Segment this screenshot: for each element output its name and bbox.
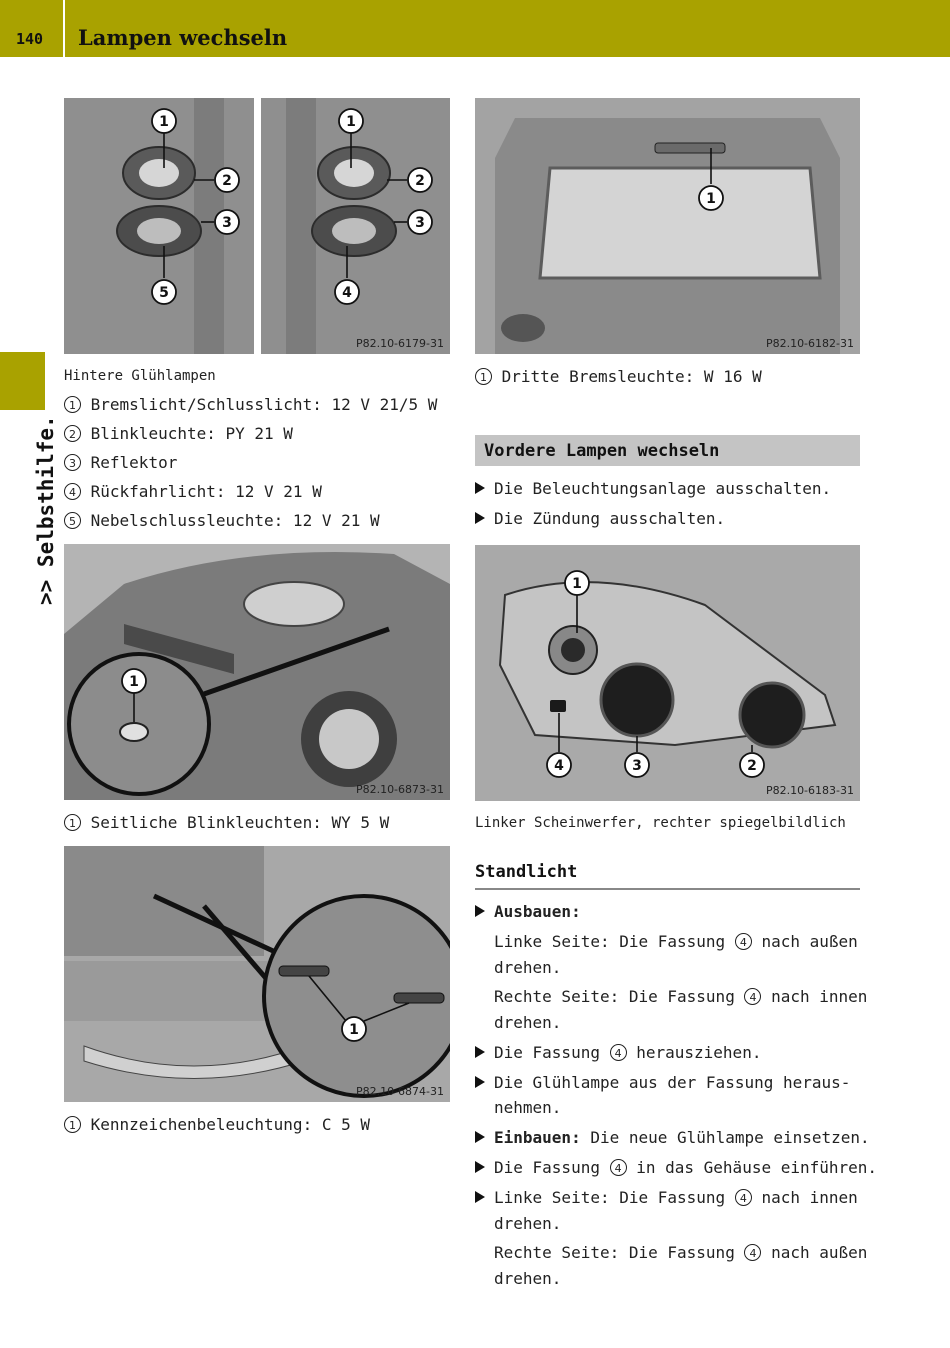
rear-lamps-illustration bbox=[64, 98, 450, 354]
callout-number: 5 bbox=[64, 512, 81, 529]
rear-item-2: 2 Blinkleuchte: PY 21 W bbox=[64, 424, 293, 443]
rear-marker: 4 bbox=[342, 285, 352, 301]
step-text: Die Zündung ausschalten. bbox=[494, 509, 726, 528]
step-bullet-icon bbox=[475, 905, 485, 917]
figure-code: P82.10-6182-31 bbox=[765, 337, 854, 350]
figure-code: P82.10-6873-31 bbox=[355, 783, 444, 796]
callout-number: 4 bbox=[744, 1244, 761, 1261]
rear-marker: 1 bbox=[346, 114, 356, 130]
side-marker: 1 bbox=[129, 674, 139, 690]
rear-marker: 3 bbox=[415, 215, 425, 231]
side-blinker-item: 1 Seitliche Blinkleuchten: WY 5 W bbox=[64, 813, 389, 832]
header-divider bbox=[63, 0, 65, 57]
figure-brake-light bbox=[475, 98, 860, 354]
step-bullet-icon bbox=[475, 1161, 485, 1173]
remove-label: Ausbauen: bbox=[494, 902, 581, 921]
remove-right-cont: drehen. bbox=[494, 1013, 562, 1032]
step-bullet-icon bbox=[475, 512, 485, 524]
plate-light-illustration bbox=[64, 846, 450, 1102]
figure-code: P82.10-6183-31 bbox=[765, 784, 854, 797]
bulb-step-cont: nehmen. bbox=[494, 1098, 562, 1117]
step-bullet-icon bbox=[475, 1131, 485, 1143]
figure-side-blinker bbox=[64, 544, 450, 800]
headlamp-caption: Linker Scheinwerfer, rechter spiegelbildlich bbox=[475, 815, 846, 831]
remove-right-text: Rechte Seite: Die Fassung 4 nach innen bbox=[494, 987, 868, 1006]
pull-step: Die Fassung 4 herausziehen. bbox=[494, 1043, 762, 1062]
install-left-text: Linke Seite: Die Fassung 4 nach innen bbox=[494, 1188, 858, 1207]
step-text: Die Beleuchtungsanlage ausschalten. bbox=[494, 479, 832, 498]
install-right-text: Rechte Seite: Die Fassung 4 nach außen bbox=[494, 1243, 868, 1262]
remove-left-text: Linke Seite: Die Fassung 4 nach außen bbox=[494, 932, 858, 951]
callout-number: 4 bbox=[64, 483, 81, 500]
rear-marker: 1 bbox=[159, 114, 169, 130]
remove-left-cont: drehen. bbox=[494, 958, 562, 977]
callout-number: 1 bbox=[64, 814, 81, 831]
rear-item-1: 1 Bremslicht/Schlusslicht: 12 V 21/5 W bbox=[64, 395, 437, 414]
rear-item-3: 3 Reflektor bbox=[64, 453, 177, 472]
step-bullet-icon bbox=[475, 1076, 485, 1088]
plate-light-item: 1 Kennzeichenbeleuchtung: C 5 W bbox=[64, 1115, 370, 1134]
callout-number: 4 bbox=[735, 933, 752, 950]
callout-number: 4 bbox=[744, 988, 761, 1005]
callout-number: 3 bbox=[64, 454, 81, 471]
page-number: 140 bbox=[16, 30, 44, 48]
install-left-cont: drehen. bbox=[494, 1214, 562, 1233]
headlamp-illustration bbox=[475, 545, 860, 801]
side-blinker-illustration bbox=[64, 544, 450, 800]
rear-item-5: 5 Nebelschlussleuchte: 12 V 21 W bbox=[64, 511, 380, 530]
brake-light-item: 1 Dritte Bremsleuchte: W 16 W bbox=[475, 367, 762, 386]
rear-marker: 3 bbox=[222, 215, 232, 231]
figure-plate-light bbox=[64, 846, 450, 1102]
step-bullet-icon bbox=[475, 1191, 485, 1203]
install-step: Einbauen: Die neue Glühlampe einsetzen. bbox=[494, 1128, 870, 1147]
rear-marker: 5 bbox=[159, 285, 169, 301]
headlamp-marker: 3 bbox=[632, 758, 642, 774]
rear-marker: 2 bbox=[415, 173, 425, 189]
callout-number: 1 bbox=[475, 368, 492, 385]
section-label: >> Selbsthilfe. bbox=[34, 415, 58, 605]
rear-item-4: 4 Rückfahrlicht: 12 V 21 W bbox=[64, 482, 322, 501]
install-right-cont: drehen. bbox=[494, 1269, 562, 1288]
rear-marker: 2 bbox=[222, 173, 232, 189]
figure-code: P82.10-6874-31 bbox=[355, 1085, 444, 1098]
callout-number: 4 bbox=[735, 1189, 752, 1206]
plate-marker: 1 bbox=[349, 1022, 359, 1038]
section-tab bbox=[0, 352, 45, 410]
callout-number: 4 bbox=[610, 1044, 627, 1061]
callout-number: 2 bbox=[64, 425, 81, 442]
step-bullet-icon bbox=[475, 1046, 485, 1058]
figure-headlamp bbox=[475, 545, 860, 801]
insert-step: Die Fassung 4 in das Gehäuse einführen. bbox=[494, 1158, 878, 1177]
rear-caption: Hintere Glühlampen bbox=[64, 368, 216, 384]
headlamp-marker: 2 bbox=[747, 758, 757, 774]
bulb-step: Die Glühlampe aus der Fassung heraus- bbox=[494, 1073, 851, 1092]
headlamp-marker: 1 bbox=[572, 576, 582, 592]
page-title: Lampen wechseln bbox=[78, 25, 288, 50]
section-heading-bar bbox=[475, 435, 860, 466]
subheading-standlicht bbox=[475, 862, 860, 890]
callout-number: 1 bbox=[64, 1116, 81, 1133]
step-bullet-icon bbox=[475, 482, 485, 494]
page-header bbox=[0, 0, 950, 57]
figure-rear-lamps bbox=[64, 98, 450, 354]
section-heading: Vordere Lampen wechseln bbox=[484, 441, 720, 461]
figure-code: P82.10-6179-31 bbox=[355, 337, 444, 350]
headlamp-marker: 4 bbox=[554, 758, 564, 774]
brake-marker: 1 bbox=[706, 191, 716, 207]
subheading-text: Standlicht bbox=[475, 862, 578, 882]
callout-number: 1 bbox=[64, 396, 81, 413]
brake-light-illustration bbox=[475, 98, 860, 354]
callout-number: 4 bbox=[610, 1159, 627, 1176]
